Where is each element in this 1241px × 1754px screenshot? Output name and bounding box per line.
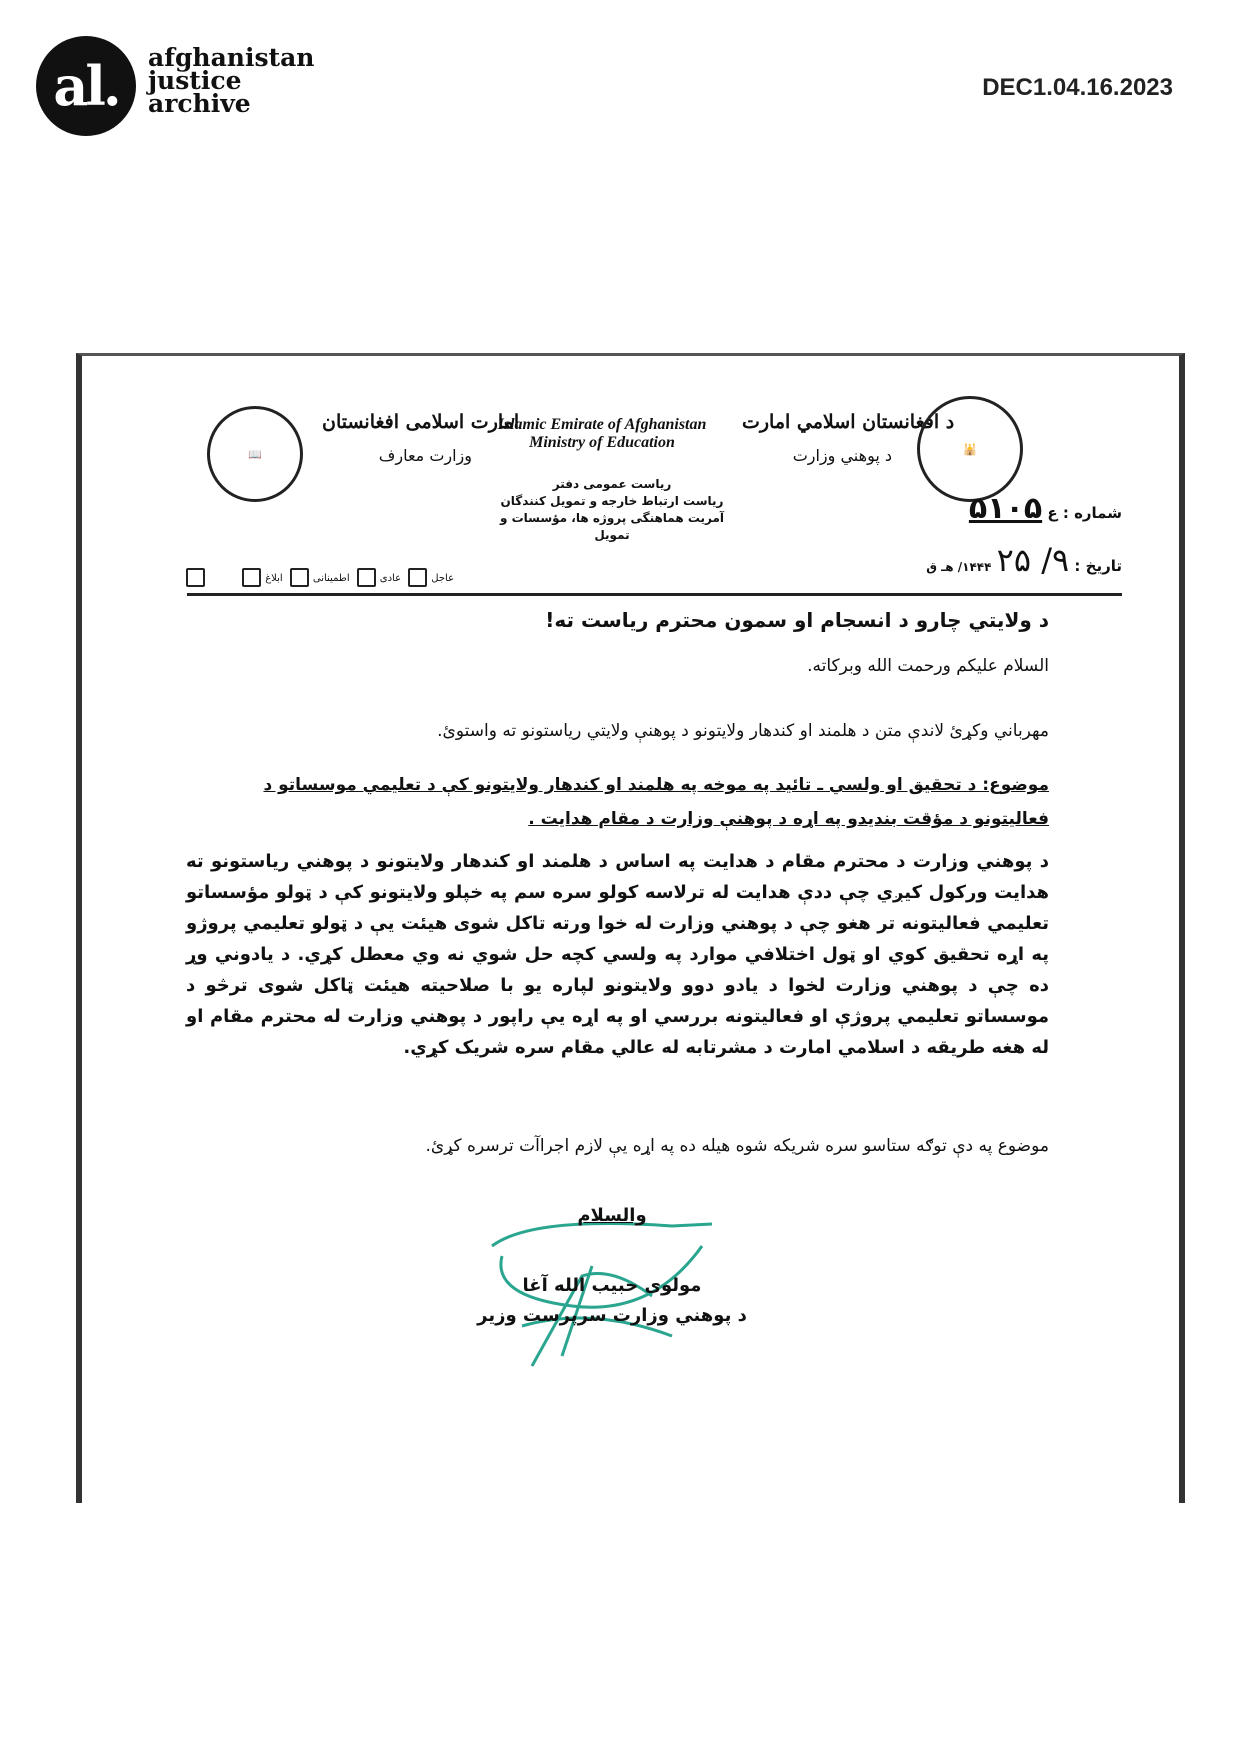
checkbox-label: اطمینانی <box>312 572 350 584</box>
document-id: DEC1.04.16.2023 <box>982 74 1173 101</box>
right-ministry: د پوهني وزارت <box>792 446 892 465</box>
signer-title: د پوهني وزارت سرپرست وزیر <box>477 1305 747 1326</box>
date-year: ۱۴۴۴/ هـ ق <box>926 560 992 574</box>
english-header <box>487 416 717 452</box>
subject: موضوع: د تحقیق او ولسي ـ تائید په موخه په هلمند او کندهار ولایتونو کې د تعلیمي موسساتو د فعالیتونو د مؤقت بندیدو په اړه د پوهنې وزارت د مقام هدایت . <box>263 775 1049 829</box>
brand-line: archive <box>148 89 251 118</box>
checkbox-label: ابلاغ <box>265 572 283 584</box>
checkbox-label: عادی <box>379 572 402 584</box>
aja-logo <box>36 36 136 136</box>
greeting: السلام علیکم ورحمت الله وبرکاته. <box>807 656 1049 676</box>
date-field <box>772 541 1122 579</box>
ministry-seal-icon: 📖 <box>207 406 303 502</box>
checkbox-label: عاجل <box>431 572 455 584</box>
left-calligraphy: امارت اسلامی افغانستان <box>322 411 520 433</box>
priority-checkboxes <box>182 568 454 587</box>
department-block <box>482 476 742 544</box>
emirate-emblem-icon: 🕌 <box>917 396 1023 502</box>
dept-line: ریاست ارتباط خارجه و تمویل کنندگان <box>500 494 724 508</box>
signer-name: مولوی حبیب الله آغا <box>522 1275 702 1296</box>
en-line: Islamic Emirate of Afghanistan <box>497 416 707 433</box>
checkbox-notify[interactable] <box>238 573 283 584</box>
checkbox-other[interactable] <box>182 573 235 584</box>
request-line: مهرباني وکړئ لاندې متن د هلمند او کندهار ولایتونو د پوهنې ولایتي ریاستونو ته واستوئ. <box>437 721 1049 741</box>
en-line: Ministry of Education <box>529 434 675 451</box>
checkbox-confidential[interactable] <box>286 573 350 584</box>
checkbox-normal[interactable] <box>353 573 401 584</box>
dept-line: آمریت هماهنگی پروژه ها، مؤسسات و تمویل <box>499 511 725 542</box>
checkbox-urgent[interactable] <box>404 573 454 584</box>
salutation: والسلام <box>577 1205 647 1226</box>
date-value: ۹/ ۲۵ <box>996 541 1070 579</box>
number-value: ۵۱۰۵ <box>968 491 1043 526</box>
header-divider <box>187 593 1122 596</box>
signature-block <box>462 1201 762 1331</box>
right-calligraphy: د افغانستان اسلامي امارت <box>742 411 955 433</box>
number-label: شماره : ع <box>1047 504 1122 522</box>
date-label: تاریخ : <box>1074 557 1122 575</box>
letter-body: د پوهني وزارت د محترم مقام د هدایت په اساس د هلمند او کندهار ولایتونو د پوهني ریاستونو ته هدایت ورکول کیږي چې ددې هدایت له ترلاسه کولو سره سم په خپلو ولایتونو کې د ټولو مؤسساتو تعلیمي فعالیتونه تر هغو چې د پوهني وزارت له خوا ورته تاکل شوی هیئت یې د ټولو تعلیمي پروژو په اړه تحقیق کوي او ټول اختلافي موارد په ولسي کچه حل شوي نه وي معطل کړي. د یادوني وړ ده چې د پوهني وزارت لخوا د یادو دوو ولایتونو لپاره یو با صلاحیته هیئت ټاکل شوی ترڅو د موسساتو تعلیمي پروژې او فعالیتونه بررسي او په اړه یې راپور د پوهني وزارت له محترم مقام او له هغه طریقه د اسلامي امارت د مشرتابه له عالي مقام سره شریک کړي. <box>186 851 1049 1058</box>
logo-mark: al. <box>53 54 119 118</box>
brand-name <box>148 43 315 118</box>
closing-note: موضوع په دې توګه ستاسو سره شریکه شوه هیله ده په اړه یې لازم اجراآت ترسره کړئ. <box>425 1136 1049 1156</box>
addressee: د ولایتي چارو د انسجام او سمون محترم ریاست ته! <box>545 608 1049 632</box>
brand-line: afghanistan <box>148 43 315 72</box>
dept-line: ریاست عمومی دفتر <box>552 477 672 491</box>
scanned-letter <box>76 353 1185 1503</box>
brand-line: justice <box>148 66 242 95</box>
left-ministry: وزارت معارف <box>378 446 472 465</box>
number-field <box>772 491 1122 526</box>
